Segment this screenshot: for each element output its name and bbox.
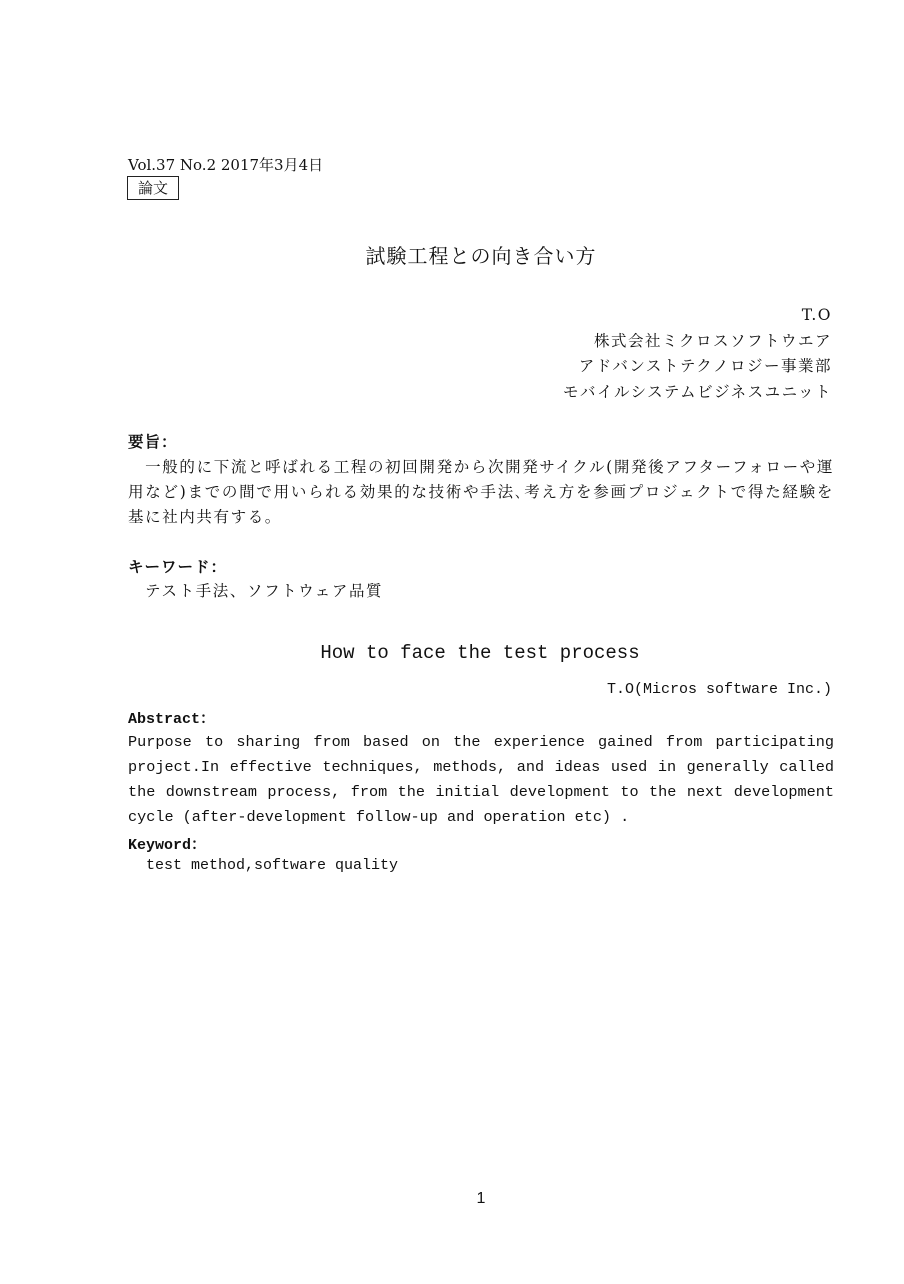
english-abstract-text: Purpose to sharing from based on the experience gained from participating project.In effective techniques, methods, and ideas used in generally called the downstream process, from the initial development to the next development cycle (after-development follow-up and operation etc) . — [128, 733, 834, 826]
author-name: T.O — [801, 306, 832, 324]
article-type-box: 論文 — [127, 176, 179, 200]
japanese-keywords-text: テスト手法、ソフトウェア品質 — [145, 582, 384, 600]
english-abstract-label: Abstract： — [128, 711, 216, 728]
volume-date-line: Vol.37 No.2 2017年3月4日 — [128, 156, 324, 174]
page-number: 1 — [476, 1190, 486, 1207]
affiliation-company: 株式会社ミクロスソフトウエア — [593, 331, 832, 350]
english-keywords-text: test method,software quality — [146, 857, 399, 874]
author-block — [563, 303, 832, 405]
japanese-abstract-label: 要旨： — [128, 432, 178, 451]
japanese-keywords-label: キーワード： — [128, 557, 228, 576]
japanese-title: 試験工程との向き合い方 — [365, 244, 597, 268]
japanese-abstract-text: 一般的に下流と呼ばれる工程の初回開発から次開発サイクル(開発後アフターフォローや運用など)までの間で用いられる効果的な技術や手法､考え方を参画プロジェクトで得た経験を基に社内共有する。 — [128, 458, 834, 526]
english-keywords-label: Keyword： — [128, 837, 207, 854]
english-author-line: T.O(Micros software Inc.) — [606, 681, 832, 698]
affiliation-unit: モバイルシステムビジネスユニット — [563, 382, 832, 401]
english-title: How to face the test process — [320, 642, 640, 664]
affiliation-division: アドバンストテクノロジー事業部 — [578, 357, 832, 375]
